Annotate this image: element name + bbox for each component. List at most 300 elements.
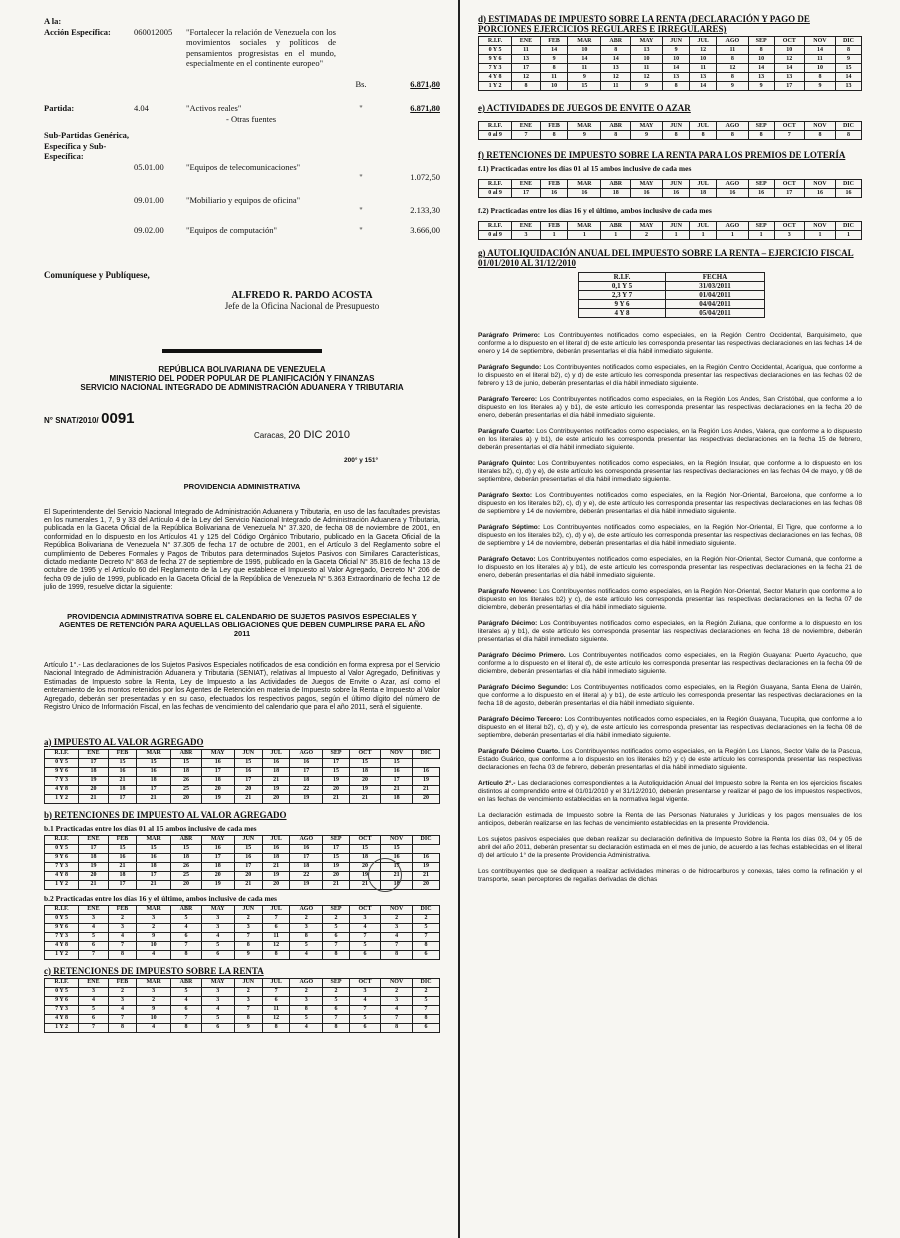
calendar-cell: 20	[201, 871, 234, 880]
calendar-cell: 21	[349, 794, 380, 803]
article-1: Artículo 1°.- Las declaraciones de los Sujetos Pasivos Especiales notificados de esa condición en forma expresa por el Servicio Nacional Integrado de Administración Aduanera y Tributaria (SENIAT), relativas al Impuesto al Valor Agregado, Definitivas y Estimadas de Impuesto sobre la Renta, Ley de Impuesto a las Actividades de Juegos de Envite o Azar, así como el enteramiento de los montos retenidos por los Agentes de Retención en materia de Impuesto sobre la Renta e Impuesto al Valor Agregado, deberán ser presentadas y en su caso, efectuados los respectivos pagos, según el último dígito del número de Registro Único de Información Fiscal, en las fechas de vencimiento del calendario que para el año 2011, será el siguiente.	[44, 662, 440, 712]
calendar-cell: 20	[349, 862, 380, 871]
header-block	[44, 365, 440, 392]
calendar-cell: 0 al 9	[479, 131, 512, 140]
calendar-row	[479, 131, 862, 140]
calendar-cell: 16	[201, 758, 234, 767]
calendar-cell: 8	[262, 950, 290, 959]
calendar-cell: 3	[201, 996, 234, 1005]
calendar-cell: 16	[540, 189, 567, 198]
month-header-cell: MAR	[137, 749, 171, 758]
paragraph-text: Los Contribuyentes notificados como especiales, en la Región Los Andes, San Cristóbal, que conforme a lo dispuesto en los literales a) y b1), de este artículo les corresponda presentar las respectivas declaraciones en la fecha 20 de enero, deberán presentarlas el día hábil inmediato siguiente.	[478, 396, 863, 419]
calendar-cell: 18	[290, 776, 323, 785]
calendar-cell: 16	[137, 767, 171, 776]
calendar-table-f1	[478, 179, 862, 198]
calendar-cell: 16	[630, 189, 662, 198]
calendar-cell: 20	[413, 880, 440, 889]
header-line: MINISTERIO DEL PODER POPULAR DE PLANIFICACIÓN Y FINANZAS	[109, 373, 375, 383]
calendar-cell: 11	[690, 64, 717, 73]
calendar-cell: 9	[540, 55, 567, 64]
calendar-cell: 1 Y 2	[45, 950, 79, 959]
month-header-cell: R.I.F.	[45, 835, 79, 844]
calendar-cell: 17	[108, 880, 136, 889]
calendar-cell: 17	[79, 844, 109, 853]
month-header-cell: ABR	[601, 37, 631, 46]
calendar-cell: 2	[137, 923, 171, 932]
fecha-cell: 05/04/2011	[666, 309, 765, 318]
month-header-cell: SEP	[323, 905, 350, 914]
calendar-cell: 11	[540, 73, 567, 82]
right-column	[478, 14, 862, 884]
paragraph-text: Los sujetos pasivos especiales que deban realizar su declaración definitiva de Impuesto Sobre la Renta los días 03, 04 y 05 de abril del año 2011, deberán presentar su declaración estimada en el mes de junio, de acuerdo a las fechas establecidas en el literal d) del artículo 1° de la presente Providencia Administrativa.	[478, 836, 862, 859]
paragraph-title: Parágrafo Décimo Tercero:	[478, 716, 563, 723]
calendar-cell: 15	[108, 844, 136, 853]
calendar-cell: 3	[201, 914, 234, 923]
calendar-row	[45, 1014, 440, 1023]
calendar-cell: 5	[323, 923, 350, 932]
section-c-title: c) RETENCIONES DE IMPUESTO SOBRE LA RENTA	[44, 965, 264, 976]
calendar-cell: 16	[381, 853, 413, 862]
month-header	[45, 905, 440, 914]
month-header-cell: ENE	[79, 835, 109, 844]
month-header-cell: NOV	[381, 905, 413, 914]
calendar-cell: 8	[512, 82, 541, 91]
calendar-table-iva	[44, 749, 440, 804]
budget-a-la-row	[44, 16, 440, 27]
calendar-cell: 2	[381, 987, 413, 996]
month-header-cell: DIC	[835, 180, 861, 189]
calendar-cell: 20	[234, 785, 262, 794]
calendar-cell: 0 al 9	[479, 231, 512, 240]
paragraph-title: Parágrafo Décimo Primero.	[478, 652, 566, 659]
calendar-cell: 21	[381, 785, 413, 794]
calendar-cell: 3	[381, 923, 413, 932]
month-header-cell: SEP	[323, 835, 350, 844]
calendar-cell: 15	[349, 758, 380, 767]
month-header-cell: ABR	[171, 978, 201, 987]
month-header-cell: FEB	[108, 749, 136, 758]
calendar-cell: 5	[79, 1005, 109, 1014]
month-header-cell: OCT	[774, 122, 804, 131]
calendar-cell: 4	[108, 1005, 136, 1014]
calendar-cell: 12	[512, 73, 541, 82]
comuniquese: Comuníquese y Publíquese,	[44, 269, 150, 280]
calendar-cell: 10	[540, 82, 567, 91]
calendar-row	[45, 941, 440, 950]
calendar-cell: 17	[323, 758, 350, 767]
calendar-cell: 17	[512, 64, 541, 73]
month-header-cell: DIC	[835, 37, 861, 46]
a-la-label: A la:	[44, 16, 62, 26]
month-header-cell: JUN	[234, 905, 262, 914]
calendar-cell: 0 Y 5	[45, 914, 79, 923]
calendar-cell: 10	[137, 1014, 171, 1023]
paragraph-text: La declaración estimada de Impuesto sobre la Renta de las Personas Naturales y Jurídicas y los pagos mensuales de los anticipos, deberán realizarse en las fechas de vencimiento establecidas en la presente Providencia.	[478, 812, 862, 827]
calendar-cell: 9	[137, 1005, 171, 1014]
month-header-cell: FEB	[108, 905, 136, 914]
paragraph-text: Los Contribuyentes notificados como especiales, en la Región Nor-Oriental, Sector Cumaná, que conforme a lo dispuesto en los literales a) y b1), de este artículo les corresponda presentar las respectivas declaraciones en la fecha 21 de enero, deberán presentarlas el día hábil inmediato siguiente.	[478, 556, 862, 579]
calendar-cell: 4 Y 8	[45, 1014, 79, 1023]
calendar-cell: 12	[690, 46, 717, 55]
calendar-cell: 21	[262, 862, 290, 871]
calendar-cell: 8	[601, 131, 631, 140]
calendar-cell: 8	[835, 131, 861, 140]
calendar-cell: 5	[349, 1014, 380, 1023]
calendar-cell: 20	[262, 880, 290, 889]
calendar-cell: 8	[171, 1023, 201, 1032]
calendar-cell: 16	[201, 844, 234, 853]
item-quote: "	[359, 204, 363, 215]
calendar-cell: 7	[323, 941, 350, 950]
calendar-cell: 11	[716, 46, 748, 55]
calendar-cell: 16	[108, 853, 136, 862]
calendar-cell: 3	[79, 914, 109, 923]
calendar-cell: 16	[262, 758, 290, 767]
paragraph	[478, 868, 862, 884]
signature-block	[164, 290, 440, 311]
month-header-cell: JUL	[262, 978, 290, 987]
calendar-cell: 0 Y 5	[45, 758, 79, 767]
month-header-cell: OCT	[349, 978, 380, 987]
item-code: 09.02.00	[134, 225, 164, 235]
partida-code: 4.04	[134, 103, 149, 113]
calendar-cell: 8	[108, 1023, 136, 1032]
paragraph	[478, 684, 862, 708]
calendar-table-e	[478, 121, 862, 140]
paragraph-text: Los Contribuyentes notificados como especiales, en la Región Guayana, Tucupita, que conforme a lo dispuesto en el literal b2), c), d) y e), de este artículo les corresponda presentar las respectivas declaraciones en la fecha 08 de septiembre, deberán presentarlas el día hábil inmediato siguiente.	[478, 716, 862, 739]
calendar-cell: 20	[349, 776, 380, 785]
calendar-cell: 17	[201, 767, 234, 776]
calendar-cell: 4	[171, 996, 201, 1005]
calendar-cell: 2	[137, 996, 171, 1005]
calendar-cell: 17	[234, 776, 262, 785]
calendar-cell: 19	[262, 785, 290, 794]
calendar-cell: 9	[748, 82, 774, 91]
calendar-row	[45, 794, 440, 803]
calendar-cell: 18	[381, 880, 413, 889]
calendar-cell: 8	[262, 1023, 290, 1032]
month-header-cell: FEB	[540, 37, 567, 46]
month-header-cell: FEB	[108, 835, 136, 844]
calendar-row	[479, 73, 862, 82]
calendar-cell: 16	[108, 767, 136, 776]
paragraph-title: Parágrafo Noveno:	[478, 588, 538, 595]
calendar-cell: 3	[79, 987, 109, 996]
calendar-cell: 7 Y 3	[479, 64, 512, 73]
calendar-cell: 14	[568, 55, 601, 64]
calendar-cell: 3	[234, 996, 262, 1005]
calendar-cell: 7	[234, 932, 262, 941]
calendar-cell: 13	[630, 46, 662, 55]
subsection-b2-title: b.2 Practicadas entre los días 16 y el último, ambos inclusive de cada mes	[44, 893, 277, 903]
paragraph	[478, 524, 862, 548]
calendar-cell: 9	[234, 950, 262, 959]
calendar-cell: 14	[662, 64, 689, 73]
month-header-cell: AGO	[716, 180, 748, 189]
calendar-cell: 8	[323, 1023, 350, 1032]
calendar-cell: 19	[262, 871, 290, 880]
calendar-cell: 16	[716, 189, 748, 198]
calendar-cell: 8	[381, 950, 413, 959]
budget-partida-row	[44, 103, 440, 124]
signature-name: ALFREDO R. PARDO ACOSTA	[231, 289, 373, 301]
header-line: SERVICIO NACIONAL INTEGRADO DE ADMINISTRACIÓN ADUANERA Y TRIBUTARIA	[80, 382, 404, 392]
month-header-cell: NOV	[804, 37, 835, 46]
calendar-cell: 6	[262, 996, 290, 1005]
calendar-cell: 9 Y 6	[479, 55, 512, 64]
calendar-cell: 20	[413, 794, 440, 803]
calendar-row	[45, 914, 440, 923]
calendar-cell: 8	[690, 131, 717, 140]
month-header-cell: JUN	[234, 978, 262, 987]
calendar-cell: 16	[381, 767, 413, 776]
paragraph-title: Parágrafo Octavo:	[478, 556, 536, 563]
calendar-cell: 7 Y 3	[45, 776, 79, 785]
month-header-cell: MAY	[201, 905, 234, 914]
month-header-cell: JUN	[662, 222, 689, 231]
calendar-cell: 19	[349, 871, 380, 880]
calendar-cell: 4	[137, 1023, 171, 1032]
calendar-cell: 21	[108, 862, 136, 871]
calendar-cell: 9 Y 6	[45, 767, 79, 776]
calendar-cell: 7	[413, 1005, 440, 1014]
calendar-cell: 4	[79, 996, 109, 1005]
month-header-cell: MAY	[201, 749, 234, 758]
calendar-cell: 0 al 9	[479, 189, 512, 198]
fecha-row	[579, 282, 765, 291]
calendar-cell: 15	[323, 767, 350, 776]
paragraph	[478, 396, 862, 420]
calendar-cell: 16	[262, 844, 290, 853]
calendar-cell: 4	[108, 932, 136, 941]
month-header-cell: ENE	[79, 978, 109, 987]
item-amount: 2.133,30	[410, 204, 440, 215]
month-header-cell: AGO	[290, 905, 323, 914]
calendar-cell: 9	[835, 55, 861, 64]
calendar-cell: 6	[171, 932, 201, 941]
calendar-cell: 1 Y 2	[479, 82, 512, 91]
calendar-cell: 25	[171, 785, 201, 794]
calendar-cell: 6	[349, 950, 380, 959]
calendar-cell: 17	[512, 189, 541, 198]
calendar-cell: 8	[540, 131, 567, 140]
calendar-cell: 3	[137, 914, 171, 923]
calendar-cell: 21	[262, 776, 290, 785]
calendar-cell: 17	[774, 189, 804, 198]
calendar-cell: 13	[690, 73, 717, 82]
paragraph-text: Los contribuyentes que se dediquen a realizar actividades mineras o de hidrocarburos y conexas, tales como la refinación y el transporte, sean perceptores de regalías derivadas de dichas	[478, 868, 862, 883]
calendar-table-b2	[44, 905, 440, 960]
calendar-cell: 0 Y 5	[479, 46, 512, 55]
month-header-cell: JUL	[690, 180, 717, 189]
calendar-cell: 5	[413, 996, 440, 1005]
paragraph-title: Parágrafo Sexto:	[478, 492, 533, 499]
calendar-cell: 3	[108, 923, 136, 932]
calendar-cell: 16	[568, 189, 601, 198]
month-header-cell: JUN	[662, 37, 689, 46]
calendar-cell: 17	[290, 767, 323, 776]
calendar-cell: 0 Y 5	[45, 987, 79, 996]
calendar-row	[45, 767, 440, 776]
calendar-cell: 11	[262, 1005, 290, 1014]
calendar-cell: 6	[201, 950, 234, 959]
calendar-cell: 7	[262, 914, 290, 923]
calendar-cell: 19	[79, 776, 109, 785]
month-header-cell: DIC	[413, 978, 440, 987]
calendar-cell: 11	[568, 64, 601, 73]
calendar-row	[479, 64, 862, 73]
calendar-cell: 3	[108, 996, 136, 1005]
budget-sub-row-3	[44, 225, 440, 236]
calendar-cell: 20	[171, 880, 201, 889]
calendar-cell: 1	[662, 231, 689, 240]
month-header	[479, 180, 862, 189]
calendar-cell: 7	[323, 1014, 350, 1023]
calendar-cell: 4	[381, 1005, 413, 1014]
accion-text: "Fortalecer la relación de Venezuela con los movimientos sociales y políticos de pensamientos progresistas en el mundo, especialmente en el continente europeo"	[186, 26, 336, 68]
calendar-cell: 26	[171, 776, 201, 785]
calendar-cell: 9	[662, 46, 689, 55]
calendar-row	[45, 1005, 440, 1014]
month-header-cell: JUL	[690, 122, 717, 131]
calendar-cell: 21	[234, 794, 262, 803]
calendar-cell: 6	[323, 1005, 350, 1014]
calendar-cell: 3	[290, 996, 323, 1005]
section-divider	[162, 349, 322, 353]
calendar-cell: 15	[137, 844, 171, 853]
paragraphs-block	[478, 332, 862, 884]
calendar-cell: 16	[804, 189, 835, 198]
calendar-cell: 19	[201, 794, 234, 803]
calendar-cell: 18	[381, 794, 413, 803]
calendar-cell: 6	[413, 950, 440, 959]
calendar-cell: 10	[690, 55, 717, 64]
month-header-cell: JUN	[662, 122, 689, 131]
month-header-cell: MAR	[568, 180, 601, 189]
fecha-row	[579, 309, 765, 318]
month-header-cell: ABR	[601, 222, 631, 231]
month-header-cell: ENE	[512, 122, 541, 131]
calendar-cell: 8	[171, 950, 201, 959]
calendar-cell: 5	[171, 914, 201, 923]
calendar-cell: 15	[234, 844, 262, 853]
calendar-cell: 18	[601, 189, 631, 198]
calendar-cell: 21	[323, 794, 350, 803]
paragraph	[478, 780, 862, 804]
calendar-cell: 17	[323, 844, 350, 853]
calendar-cell: 2	[108, 914, 136, 923]
month-header-cell: JUL	[262, 905, 290, 914]
month-header-cell: OCT	[349, 749, 380, 758]
calendar-cell: 5	[171, 987, 201, 996]
calendar-cell: 9	[568, 73, 601, 82]
month-header-cell: NOV	[804, 222, 835, 231]
month-header-cell: ENE	[512, 37, 541, 46]
calendar-cell: 11	[512, 46, 541, 55]
calendar-cell: 6	[413, 1023, 440, 1032]
paragraph-title: Parágrafo Décimo Segundo:	[478, 684, 569, 691]
paragraph-text: Los Contribuyentes notificados como especiales, en la Región Centro Occidental, Acarigua, que conforme a lo dispuesto en el literal b2), c) y d) de este artículo les corresponda presentar las respectivas declaraciones en las fechas 02 de febrero y 13 de junio, deberán presentarlas el día hábil inmediato siguiente.	[478, 364, 862, 387]
calendar-cell: 9 Y 6	[45, 996, 79, 1005]
calendar-cell: 10	[662, 55, 689, 64]
month-header-cell: AGO	[290, 749, 323, 758]
calendar-cell: 19	[201, 880, 234, 889]
calendar-cell: 4 Y 8	[45, 871, 79, 880]
calendar-cell: 1 Y 2	[45, 794, 79, 803]
calendar-cell: 7	[79, 950, 109, 959]
calendar-cell: 5	[323, 996, 350, 1005]
calendar-cell: 7	[349, 1005, 380, 1014]
month-header-cell: R.I.F.	[479, 122, 512, 131]
calendar-cell: 4	[290, 1023, 323, 1032]
calendar-cell: 21	[413, 871, 440, 880]
calendar-cell: 3	[349, 914, 380, 923]
fecha-cell: 31/03/2011	[666, 282, 765, 291]
accion-currency: Bs.	[355, 78, 367, 89]
paragraph-text: Los Contribuyentes notificados como especiales, en la Región Los Andes, Valera, que conforme a lo dispuesto en los literales a) y b1), de este artículo les corresponda presentar las respectivas declaraciones en la fecha 15 de febrero, deberán presentarlas el día hábil inmediato siguiente.	[478, 428, 862, 451]
partida-text-block	[186, 103, 336, 124]
calendar-cell: 10	[748, 55, 774, 64]
calendar-cell: 22	[290, 871, 323, 880]
budget-sub-row-1	[44, 130, 440, 183]
calendar-table-c	[44, 978, 440, 1033]
calendar-cell: 20	[262, 794, 290, 803]
calendar-cell: 17	[381, 776, 413, 785]
calendar-cell: 8	[804, 131, 835, 140]
calendar-cell: 20	[201, 785, 234, 794]
calendar-cell: 18	[171, 767, 201, 776]
calendar-cell: 8	[716, 73, 748, 82]
calendar-cell: 2	[413, 987, 440, 996]
calendar-cell: 10	[568, 46, 601, 55]
calendar-cell: 16	[413, 767, 440, 776]
section-a-title: a) IMPUESTO AL VALOR AGREGADO	[44, 736, 204, 747]
fecha-head-cell: R.I.F.	[579, 273, 666, 282]
month-header-cell: SEP	[748, 180, 774, 189]
calendar-row	[45, 785, 440, 794]
calendar-cell: 15	[137, 758, 171, 767]
calendar-cell: 16	[137, 853, 171, 862]
calendar-cell: 7 Y 3	[45, 932, 79, 941]
item-text: "Mobiliario y equipos de oficina"	[186, 194, 301, 205]
fecha-head-cell: FECHA	[666, 273, 765, 282]
calendar-cell: 21	[137, 794, 171, 803]
calendar-cell: 11	[804, 55, 835, 64]
month-header	[45, 978, 440, 987]
calendar-cell: 17	[108, 794, 136, 803]
calendar-cell: 18	[262, 767, 290, 776]
calendar-cell: 4	[137, 950, 171, 959]
accion-code: 060012005	[134, 26, 173, 37]
years: 200° y 151°	[344, 456, 379, 464]
calendar-cell: 12	[262, 941, 290, 950]
calendar-cell: 5	[79, 932, 109, 941]
calendar-cell: 11	[601, 82, 631, 91]
calendar-row	[45, 950, 440, 959]
calendar-cell: 8	[234, 941, 262, 950]
calendar-cell: 9	[234, 1023, 262, 1032]
accion-amount: 6.871,80	[410, 78, 440, 89]
paragraph	[478, 812, 862, 828]
signature-role: Jefe de la Oficina Nacional de Presupuesto	[224, 300, 380, 311]
calendar-cell: 26	[171, 862, 201, 871]
calendar-cell: 7	[171, 941, 201, 950]
month-header-cell: JUL	[262, 835, 290, 844]
calendar-cell: 2	[323, 987, 350, 996]
calendar-cell: 15	[568, 82, 601, 91]
calendar-cell: 15	[171, 758, 201, 767]
calendar-cell: 20	[234, 871, 262, 880]
